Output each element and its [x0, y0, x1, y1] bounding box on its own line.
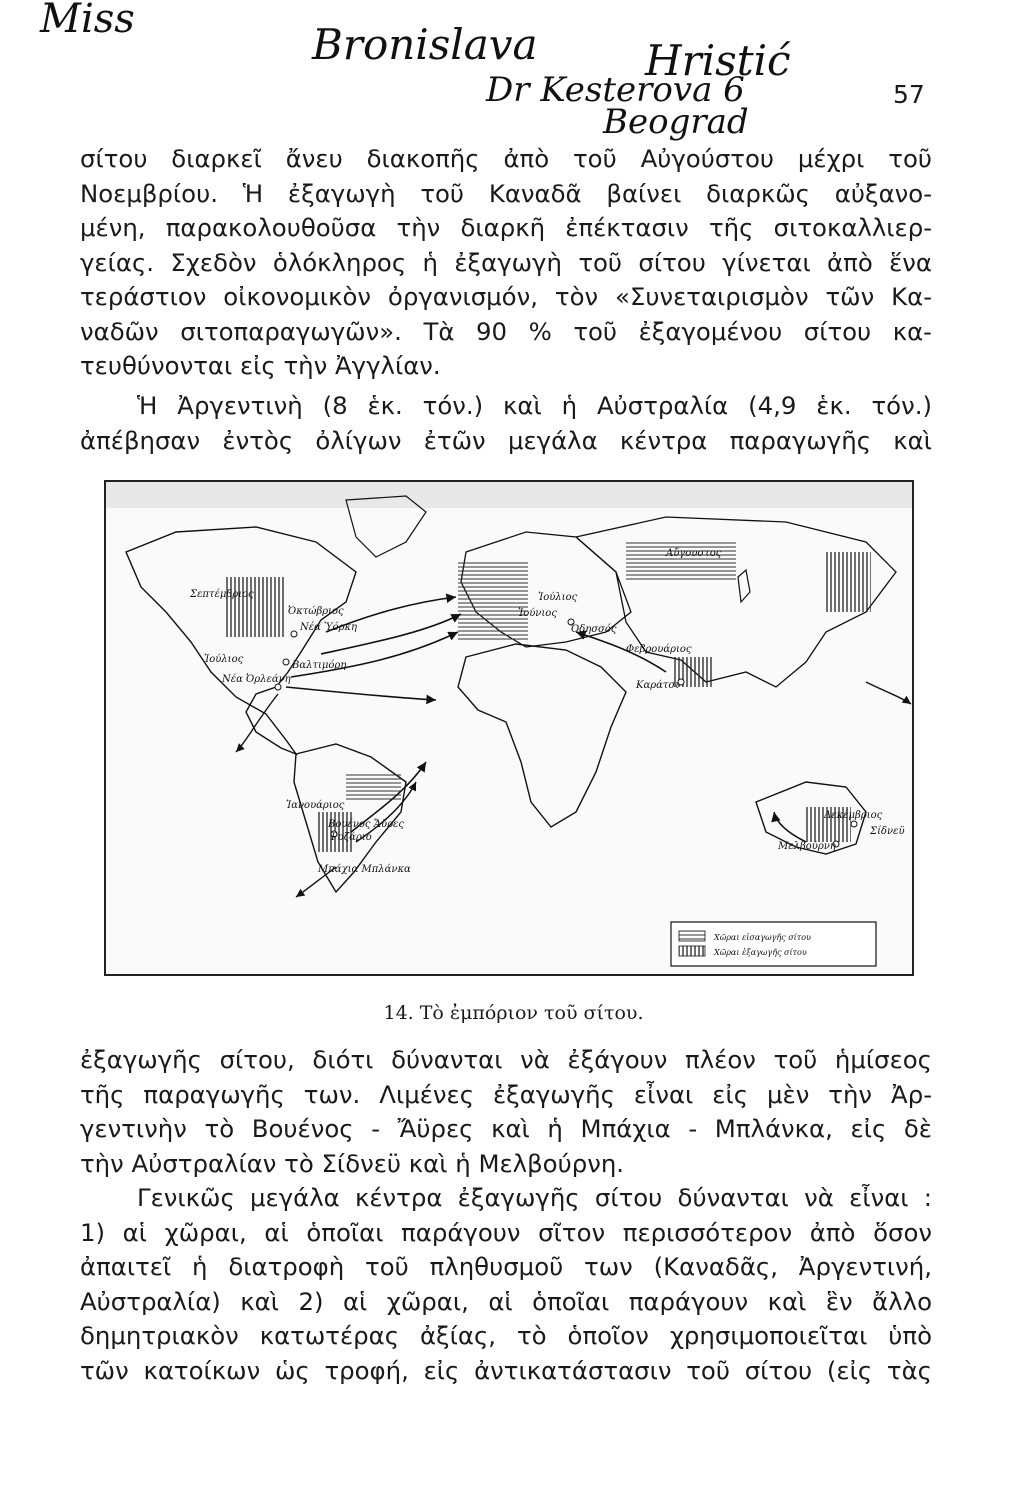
label-june: Ἰούνιος	[518, 608, 557, 619]
text-line: ναδῶν σιτοπαραγωγῶν». Τὰ 90 % τοῦ ἐξαγομένου σίτου κα-	[80, 316, 932, 346]
text-line: τεράστιον οἰκονομικὸν ὀργανισμόν, τὸν «Συνεταιρισμὸν τῶν Κα-	[80, 282, 932, 311]
legend-import-swatch	[679, 931, 705, 941]
text-line: γεντινὴν τὸ Βουένος - Ἄϋρες καὶ ἡ Μπάχια - Μπλάνκα, εἰς δὲ	[80, 1114, 932, 1143]
paragraph-4	[80, 1181, 932, 1388]
text-line: Ἡ Ἀργεντινὴ (8 ἑκ. τόν.) καὶ ἡ Αὐστραλία (4,9 ἑκ. τόν.)	[137, 391, 932, 420]
paragraph-2	[80, 389, 932, 458]
label-odessa: Ὀδησσός	[571, 624, 617, 635]
label-july-2: Ἰούλιος	[538, 592, 578, 603]
import-region-argentina	[346, 772, 401, 802]
text-line: τῶν κατοίκων ὡς τροφή, εἰς ἀντικατάστασιν τοῦ σίτου (εἰς τὰς	[80, 1355, 932, 1385]
legend-export-swatch	[679, 946, 705, 956]
north-america	[126, 527, 356, 754]
label-december: Δεκέμβριος	[824, 810, 883, 821]
text-line: ἀπαιτεῖ ἡ διατροφὴ τοῦ πληθυσμοῦ των (Καναδᾶς, Ἀργεντινή,	[80, 1252, 932, 1281]
label-bahia-blanca: Μπάχια Μπλάνκα	[318, 864, 411, 875]
text-line: μένη, παρακολουθοῦσα τὴν διαρκῆ ἐπέκτασιν τῆς σιτοκαλλιερ-	[80, 213, 932, 242]
route-arrow	[236, 694, 278, 752]
handwritten-street: Dr Kesterova 6	[486, 70, 745, 110]
city-dot	[291, 631, 297, 637]
map-svg	[106, 482, 912, 974]
label-melbourne: Μελβούρνη	[778, 841, 836, 852]
handwritten-miss: Miss	[40, 0, 135, 42]
text-line: Γενικῶς μεγάλα κέντρα ἐξαγωγῆς σίτου δύνανται νὰ εἶναι :	[137, 1183, 932, 1212]
label-new-york: Νέα Ὑόρκη	[300, 622, 358, 633]
text-line: Νοεμβρίου. Ἡ ἐξαγωγὴ τοῦ Καναδᾶ βαίνει διαρκῶς αὐξανο-	[80, 178, 932, 208]
text-line: γείας. Σχεδὸν ὁλόκληρος ἡ ἐξαγωγὴ τοῦ σίτου γίνεται ἀπὸ ἕνα	[80, 247, 932, 277]
label-buenos-aires: Βουένος Ἄϋρες	[328, 819, 404, 830]
text-line: τῆς παραγωγῆς των. Λιμένες ἐξαγωγῆς εἶναι εἰς μὲν τὴν Ἀρ-	[80, 1079, 932, 1109]
text-line: τευθύνονται εἰς τὴν Ἀγγλίαν.	[80, 351, 441, 380]
city-dot	[851, 821, 857, 827]
text-line: δημητριακὸν κατωτέρας ἀξίας, τὸ ὁποῖον χρησιμοποιεῖται ὑπὸ	[80, 1321, 932, 1350]
handwritten-surname: Hristić	[645, 36, 791, 85]
route-arrow	[774, 812, 806, 842]
map-legend	[671, 922, 876, 966]
route-arrow	[321, 614, 461, 654]
label-july: Ἰούλιος	[204, 654, 244, 665]
japan	[738, 570, 750, 602]
label-august: Αὔγουστος	[666, 548, 722, 559]
text-line: ἐξαγωγῆς σίτου, διότι δύνανται νὰ ἐξάγουν πλέον τοῦ ἡμίσεος	[80, 1045, 932, 1074]
route-arrow	[286, 687, 436, 700]
text-line: ἀπέβησαν ἐντὸς ὀλίγων ἐτῶν μεγάλα κέντρα παραγωγῆς καὶ	[80, 425, 932, 455]
import-region-europe	[458, 560, 528, 640]
text-line: Αὐστραλία) καὶ 2) αἱ χῶραι, αἱ ὁποῖαι παράγουν καὶ ἓν ἄλλο	[80, 1286, 932, 1316]
handwritten-first-name: Bronislava	[312, 20, 538, 69]
city-dot	[283, 659, 289, 665]
text-line: τὴν Αὐστραλίαν τὸ Σίδνεϋ καὶ ἡ Μελβούρνη.	[80, 1148, 625, 1178]
label-february: Φεβρουάριος	[626, 644, 692, 655]
label-january: Ἰανουάριος	[286, 800, 345, 811]
route-arrow	[866, 682, 911, 704]
text-line: σίτου διαρκεῖ ἄνευ διακοπῆς ἀπὸ τοῦ Αὐγούστου μέχρι τοῦ	[80, 144, 932, 173]
label-september: Σεπτέμβριος	[190, 589, 254, 600]
export-region-china	[826, 552, 871, 612]
legend-import-label: Χῶραι εἰσαγωγῆς σίτου	[714, 933, 811, 942]
figure-caption: 14. Τὸ ἐμπόριον τοῦ σίτου.	[383, 1002, 644, 1024]
text-line: 1) αἱ χῶραι, αἱ ὁποῖαι παράγουν σῖτον περισσότερον ἀπὸ ὅσον	[80, 1217, 932, 1247]
label-rosario: Ροζάριο	[331, 832, 372, 843]
label-sydney: Σίδνεϋ	[870, 826, 905, 837]
label-new-orleans: Νέα Ὀρλεάνη	[222, 674, 291, 685]
handwritten-city: Beograd	[603, 102, 749, 142]
legend-export-label: Χῶραι ἐξαγωγῆς σίτου	[714, 948, 807, 957]
africa	[458, 644, 626, 827]
page-number: 57	[893, 80, 925, 109]
export-region-canada	[226, 577, 286, 637]
paragraph-3	[80, 1043, 932, 1181]
wheat-trade-map	[104, 480, 914, 976]
label-october: Ὀκτώβριος	[288, 606, 344, 617]
label-karachi: Καράτσι	[636, 680, 680, 691]
label-baltimore: Βαλτιμόρη	[292, 660, 347, 671]
paragraph-1	[80, 142, 932, 384]
arctic-band	[106, 482, 912, 508]
